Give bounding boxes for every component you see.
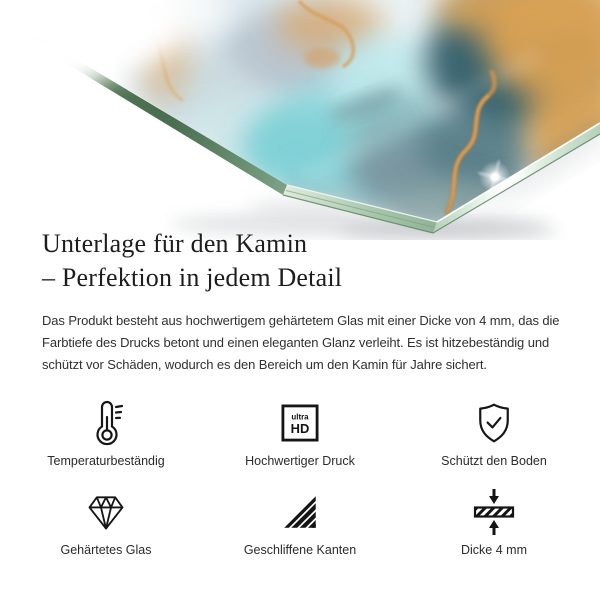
diamond-icon: [84, 485, 128, 539]
ultra-hd-icon: [280, 396, 320, 450]
page-title-line-1: Unterlage für den Kamin: [42, 229, 308, 258]
polished-edges-icon: [280, 485, 320, 539]
shield-check-icon: [472, 396, 516, 450]
feature-thickness-4mm: [397, 485, 591, 558]
description-line: Das Produkt besteht aus hochwertigem gehärtetem Glas mit einer Dicke von 4 mm, das die: [42, 313, 560, 328]
thermometer-icon: [89, 396, 123, 450]
product-description: [42, 310, 559, 376]
feature-temperature-resistant: [9, 396, 203, 469]
ultra-hd-icon-text-bottom: HD: [290, 421, 310, 436]
page-title-line-2: – Perfektion in jedem Detail: [42, 263, 343, 292]
feature-label: Schützt den Boden: [441, 454, 547, 468]
feature-label: Hochwertiger Druck: [245, 454, 355, 468]
feature-tempered-glass: [9, 485, 203, 558]
feature-polished-edges: [203, 485, 397, 558]
glass-panel-illustration: [0, 0, 600, 240]
feature-label: Geschliffene Kanten: [243, 543, 357, 557]
feature-label: Dicke 4 mm: [461, 543, 527, 557]
features-grid: [9, 396, 591, 558]
feature-label: Temperaturbeständig: [47, 454, 165, 468]
feature-high-quality-print: [203, 396, 397, 469]
description-line: Farbtiefe des Drucks betont und einen eleganten Glanz verleiht. Es ist hitzebeständig und: [42, 335, 550, 350]
thickness-icon: [470, 485, 518, 539]
product-image: [0, 0, 600, 240]
description-line: schützt vor Schäden, wodurch es den Bereich um den Kamin für Jahre sichert.: [42, 357, 487, 372]
page-title: [42, 227, 342, 295]
feature-label: Gehärtetes Glas: [60, 543, 152, 557]
feature-protects-floor: [397, 396, 591, 469]
ultra-hd-icon-text-top: ultra: [291, 412, 309, 422]
